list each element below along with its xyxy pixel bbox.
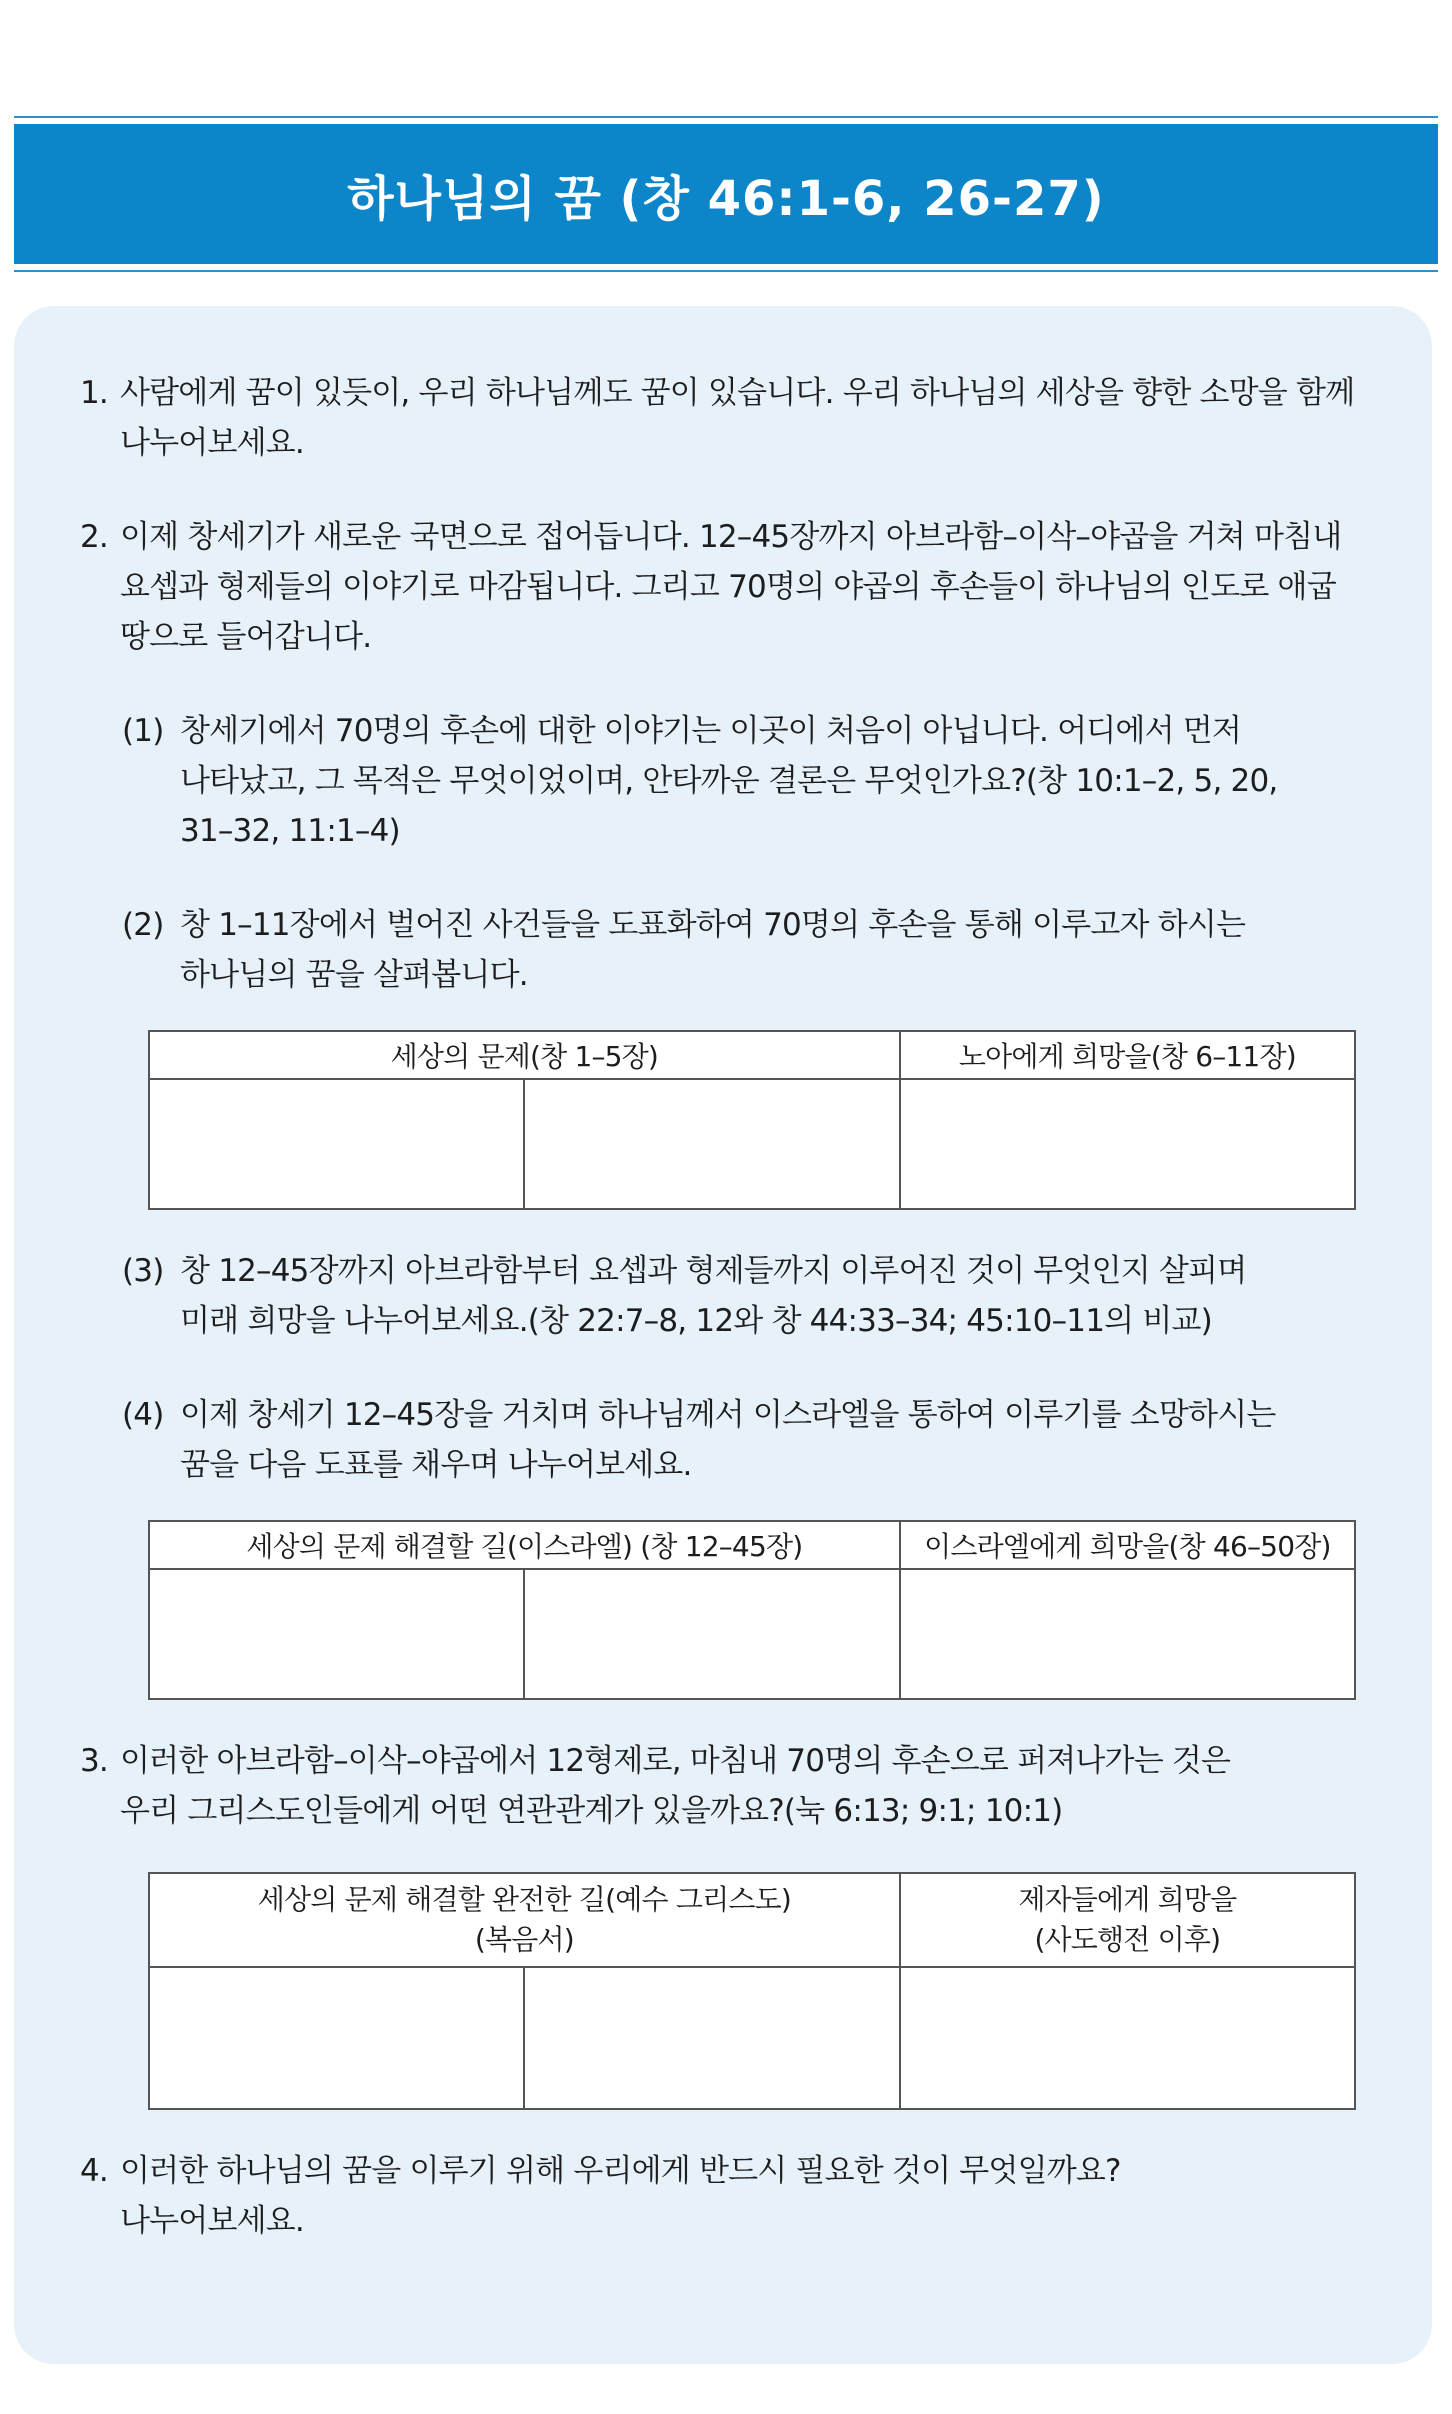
table-input-cell[interactable] <box>149 1079 524 1209</box>
subquestion-2 <box>80 900 1380 1000</box>
table-israel-hope <box>148 1520 1356 1700</box>
table-input-cell[interactable] <box>900 1967 1355 2109</box>
table-header: 이스라엘에게 희망을(창 46–50장) <box>900 1521 1355 1569</box>
worksheet-panel <box>14 306 1432 2364</box>
table-header-line: (사도행전 이후) <box>1034 1923 1221 1956</box>
subquestion-3 <box>80 1246 1380 1346</box>
worksheet-content <box>80 368 1380 2246</box>
table-input-cell[interactable] <box>149 1569 524 1699</box>
table-input-cell[interactable] <box>524 1967 899 2109</box>
question-number: 1. <box>80 375 108 411</box>
subquestion-text-line: 미래 희망을 나누어보세요.(창 22:7–8, 12와 창 44:33–34; 45:10–11의 비교) <box>180 1303 1212 1339</box>
subquestion-text-line: 하나님의 꿈을 살펴봅니다. <box>180 957 528 993</box>
subquestion-4 <box>80 1390 1380 1490</box>
question-text-line: 요셉과 형제들의 이야기로 마감됩니다. 그리고 70명의 야곱의 후손들이 하나님의 인도로 애굽 <box>120 569 1336 605</box>
table-input-cell[interactable] <box>524 1079 899 1209</box>
page-title: 하나님의 꿈 (창 46:1-6, 26-27) <box>347 170 1105 227</box>
question-4 <box>80 2146 1380 2246</box>
question-text-line: 나누어보세요. <box>120 425 304 461</box>
table-world-problem-noah <box>148 1030 1356 1210</box>
subquestion-text-line: 나타났고, 그 목적은 무엇이었이며, 안타까운 결론은 무엇인가요?(창 10:1–2, 5, 20, <box>180 763 1278 799</box>
top-rule-upper <box>14 116 1438 118</box>
title-banner <box>14 124 1438 264</box>
question-1 <box>80 368 1380 468</box>
question-number: 2. <box>80 519 108 555</box>
question-text-line: 땅으로 들어갑니다. <box>120 619 372 655</box>
question-number: 4. <box>80 2153 108 2189</box>
question-text-line: 이제 창세기가 새로운 국면으로 접어듭니다. 12–45장까지 아브라함–이삭–야곱을 거쳐 마침내 <box>120 519 1342 555</box>
table-input-cell[interactable] <box>900 1569 1355 1699</box>
subquestion-1 <box>80 706 1380 856</box>
question-3 <box>80 1736 1380 1836</box>
table-input-cell[interactable] <box>149 1967 524 2109</box>
question-text-line: 사람에게 꿈이 있듯이, 우리 하나님께도 꿈이 있습니다. 우리 하나님의 세상을 향한 소망을 함께 <box>120 375 1355 411</box>
question-number: 3. <box>80 1743 108 1779</box>
table-header: 노아에게 희망을(창 6–11장) <box>900 1031 1355 1079</box>
question-text-line: 이러한 하나님의 꿈을 이루기 위해 우리에게 반드시 필요한 것이 무엇일까요? <box>120 2153 1121 2189</box>
table-header <box>900 1873 1355 1967</box>
subquestion-text-line: 창세기에서 70명의 후손에 대한 이야기는 이곳이 처음이 아닙니다. 어디에서 먼저 <box>180 713 1242 749</box>
table-header <box>149 1873 900 1967</box>
table-header: 세상의 문제(창 1–5장) <box>149 1031 900 1079</box>
table-header-line: (복음서) <box>474 1923 574 1956</box>
subquestion-text-line: 이제 창세기 12–45장을 거치며 하나님께서 이스라엘을 통하여 이루기를 소망하시는 <box>180 1397 1276 1433</box>
subquestion-text-line: 창 12–45장까지 아브라함부터 요셉과 형제들까지 이루어진 것이 무엇인지 살피며 <box>180 1253 1247 1289</box>
top-rule-lower <box>14 270 1438 272</box>
question-text-line: 나누어보세요. <box>120 2203 304 2239</box>
subquestion-text-line: 꿈을 다음 도표를 채우며 나누어보세요. <box>180 1447 692 1483</box>
table-header-line: 세상의 문제 해결할 완전한 길(예수 그리스도) <box>257 1883 791 1916</box>
question-text-line: 우리 그리스도인들에게 어떤 연관관계가 있을까요?(눅 6:13; 9:1; 10:1) <box>120 1793 1063 1829</box>
table-header-line: 제자들에게 희망을 <box>1018 1883 1237 1916</box>
subquestion-text-line: 31–32, 11:1–4) <box>180 813 400 849</box>
subquestion-text-line: 창 1–11장에서 벌어진 사건들을 도표화하여 70명의 후손을 통해 이루고자 하시는 <box>180 907 1246 943</box>
question-2 <box>80 512 1380 662</box>
subquestion-number: (1) <box>122 713 164 749</box>
table-input-cell[interactable] <box>900 1079 1355 1209</box>
subquestion-number: (4) <box>122 1397 164 1433</box>
table-disciples-hope <box>148 1872 1356 2110</box>
table-input-cell[interactable] <box>524 1569 899 1699</box>
table-header: 세상의 문제 해결할 길(이스라엘) (창 12–45장) <box>149 1521 900 1569</box>
question-text-line: 이러한 아브라함–이삭–야곱에서 12형제로, 마침내 70명의 후손으로 퍼져나가는 것은 <box>120 1743 1231 1779</box>
subquestion-number: (2) <box>122 907 164 943</box>
subquestion-number: (3) <box>122 1253 164 1289</box>
